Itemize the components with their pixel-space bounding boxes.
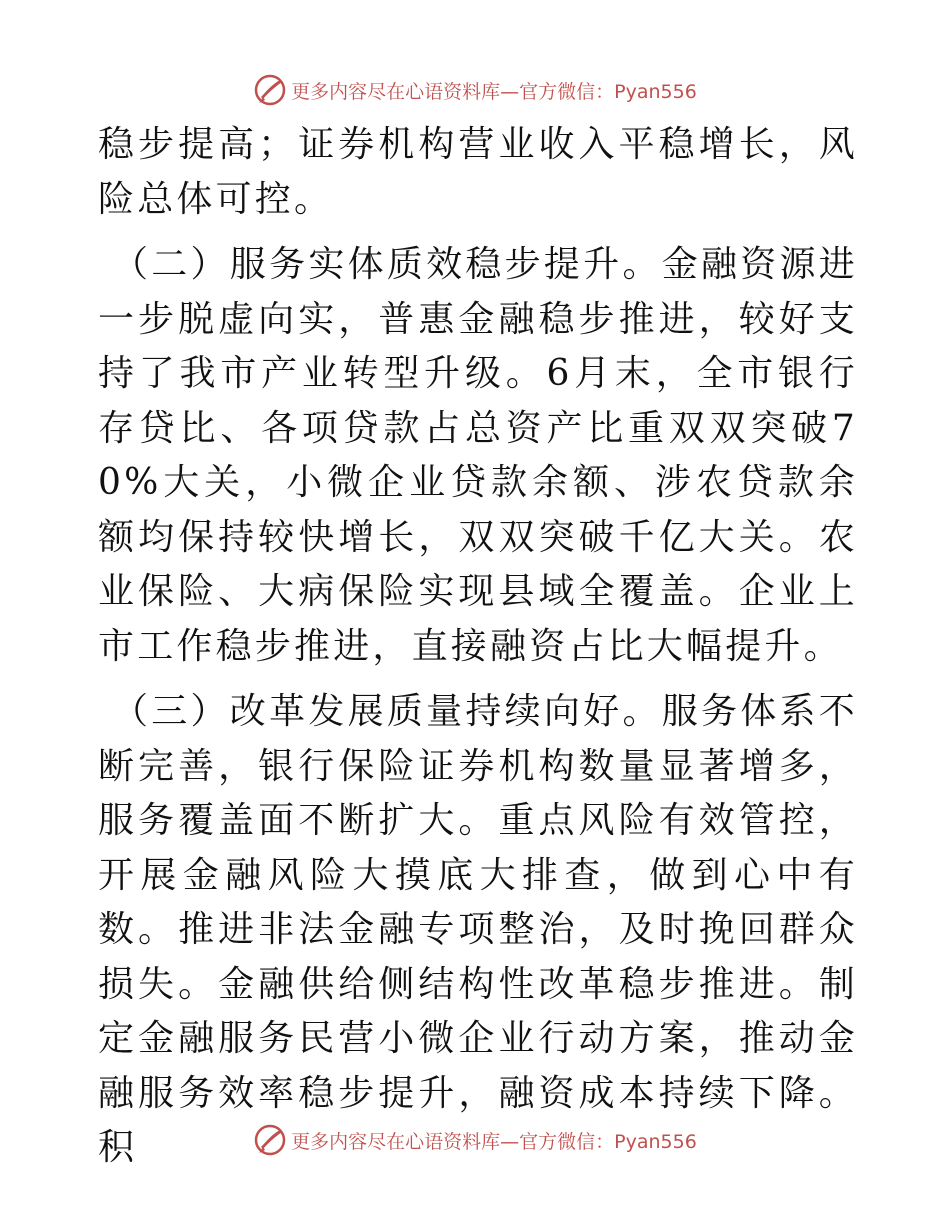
- footer-watermark: [0, 1120, 950, 1160]
- watermark-text: 更多内容尽在心语资料库—官方微信：Pyan556: [291, 1130, 697, 1153]
- document-body: [98, 118, 858, 1187]
- paragraph-1: 稳步提高；证券机构营业收入平稳增长，风险总体可控。: [98, 124, 858, 220]
- pen-logo-icon: [253, 73, 287, 107]
- paragraph-2: （二）服务实体质效稳步提升。金融资源进一步脱虚向实，普惠金融稳步推进，较好支持了我市产业转型升级。6月末，全市银行存贷比、各项贷款占总资产比重双双突破70%大关，小微企业贷款余额、涉农贷款余额均保持较快增长，双双突破千亿大关。农业保险、大病保险实现县域全覆盖。企业上市工作稳步推进，直接融资占比大幅提升。: [98, 244, 858, 667]
- pen-logo-icon: [253, 1123, 287, 1157]
- paragraph-3: （三）改革发展质量持续向好。服务体系不断完善，银行保险证券机构数量显著增多，服务覆盖面不断扩大。重点风险有效管控，开展金融风险大摸底大排查，做到心中有数。推进非法金融专项整治，及时挽回群众损失。金融供给侧结构性改革稳步推进。制定金融服务民营小微企业行动方案，推动金融服务效率稳步提升，融资成本持续下降。积: [98, 691, 858, 1168]
- watermark-text: 更多内容尽在心语资料库—官方微信：Pyan556: [291, 80, 697, 103]
- header-watermark: [0, 70, 950, 110]
